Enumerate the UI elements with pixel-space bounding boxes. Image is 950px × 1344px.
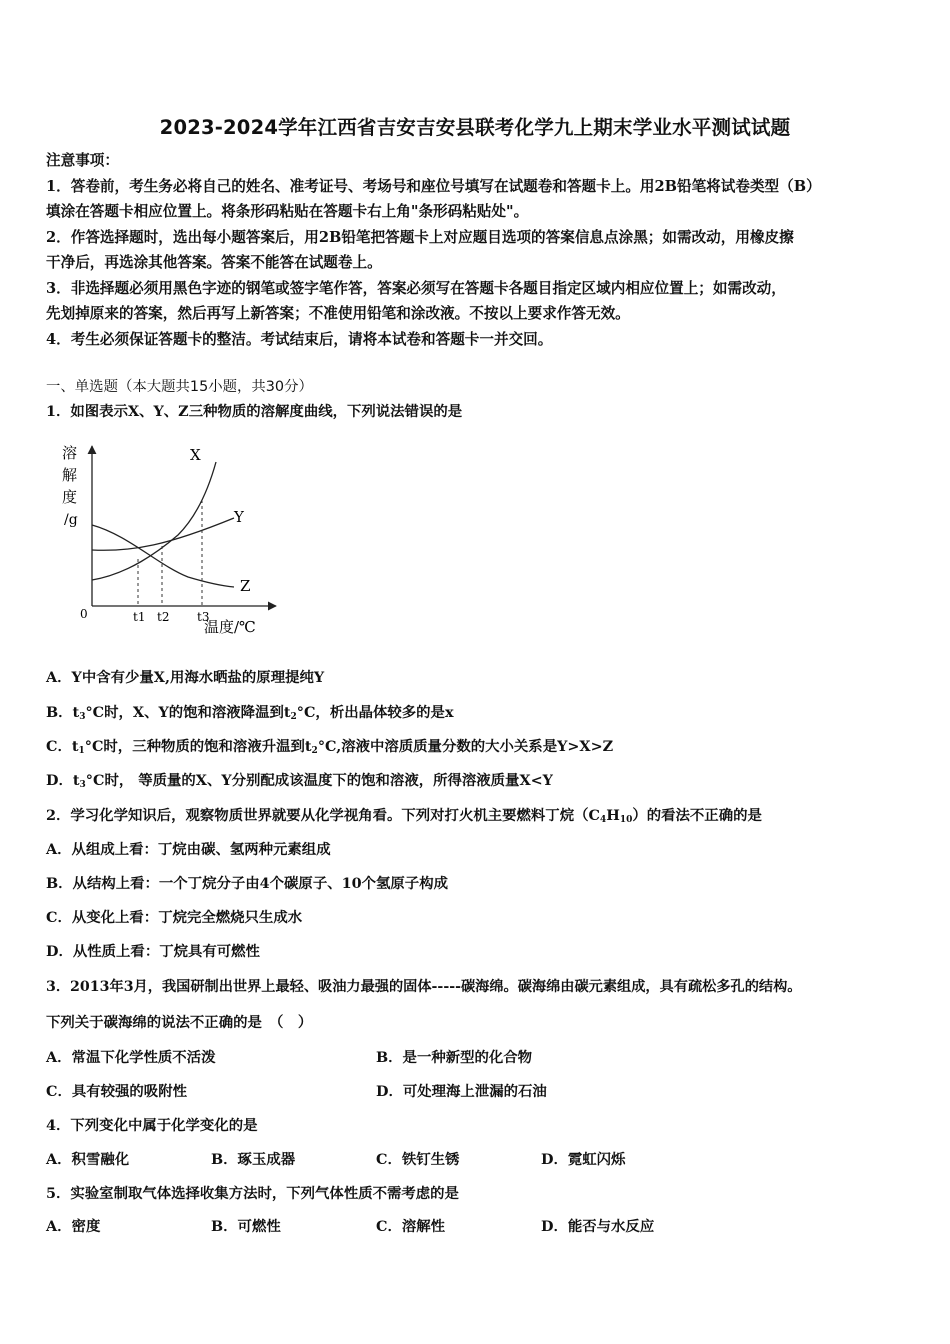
q5-option-d: D．能否与水反应 bbox=[541, 1218, 655, 1235]
q4-option-b: B．琢玉成器 bbox=[211, 1151, 296, 1168]
page-title: 2023-2024学年江西省吉安吉安县联考化学九上期末学业水平测试试题 bbox=[159, 116, 791, 139]
q4-option-a: A．积雪融化 bbox=[46, 1151, 130, 1168]
y-label-4: /g bbox=[64, 512, 78, 528]
q1-option-a: A．Y中含有少量X,用海水晒盐的原理提纯Y bbox=[46, 669, 325, 686]
y-label-3: 度 bbox=[62, 488, 78, 506]
q3-option-a: A．常温下化学性质不活泼 bbox=[46, 1049, 216, 1066]
origin-label: 0 bbox=[80, 607, 88, 621]
q5-option-b: B．可燃性 bbox=[211, 1218, 281, 1235]
q2-option-a: A．从组成上看：丁烷由碳、氢两种元素组成 bbox=[46, 841, 331, 858]
q1-option-c: C．$t_1^\circ C$时，三种物质的饱和溶液升温到$t_2^\circ C$,溶液中溶质质量分数的大小关系是Y>X>Z bbox=[46, 738, 614, 756]
q4-option-d: D．霓虹闪烁 bbox=[541, 1151, 626, 1168]
solubility-chart bbox=[58, 440, 288, 640]
q1-option-d: D．$t_3^\circ C$时， 等质量的X、Y分别配成该温度下的饱和溶液，所得溶液质量X<Y bbox=[46, 772, 553, 790]
q2-stem: 2．学习化学知识后，观察物质世界就要从化学视角看。下列对打火机主要燃料丁烷$(C_4H_{10})$的看法不正确的是 bbox=[46, 807, 762, 825]
y-label-1: 溶 bbox=[62, 444, 78, 462]
q3-option-c: C．具有较强的吸附性 bbox=[46, 1083, 187, 1100]
notice-line-3: 2．作答选择题时，选出每小题答案后，用2B铅笔把答题卡上对应题目选项的答案信息点涂黑；如需改动，用橡皮擦 bbox=[46, 229, 794, 246]
curve-z bbox=[92, 525, 234, 587]
curve-label-x: X bbox=[190, 446, 201, 464]
curve-y bbox=[92, 518, 234, 550]
notice-line-7: 4．考生必须保证答题卡的整洁。考试结束后，请将本试卷和答题卡一并交回。 bbox=[46, 331, 553, 348]
q5-stem: 5．实验室制取气体选择收集方法时，下列气体性质不需考虑的是 bbox=[46, 1185, 459, 1202]
tick-t3: t3 bbox=[197, 610, 210, 624]
curve-x bbox=[92, 462, 216, 580]
q3-option-d: D．可处理海上泄漏的石油 bbox=[376, 1083, 547, 1100]
y-label-2: 解 bbox=[62, 466, 78, 484]
q1-stem: 1．如图表示X、Y、Z三种物质的溶解度曲线，下列说法错误的是 bbox=[46, 403, 463, 420]
q1-option-b: B．$t_3^\circ C$时，X、Y的饱和溶液降温到$t_2^\circ C$，析出晶体较多的是x bbox=[46, 704, 454, 722]
q5-option-c: C．溶解性 bbox=[376, 1218, 446, 1235]
notice-line-4: 干净后，再选涂其他答案。答案不能答在试题卷上。 bbox=[46, 254, 382, 271]
section-heading: 一、单选题（本大题共15小题，共30分） bbox=[46, 379, 313, 395]
tick-t2: t2 bbox=[157, 610, 170, 624]
x-axis-label: 温度/℃ bbox=[204, 618, 256, 636]
q2-option-b: B．从结构上看：一个丁烷分子由4个碳原子、10个氢原子构成 bbox=[46, 875, 448, 892]
q4-stem: 4．下列变化中属于化学变化的是 bbox=[46, 1117, 258, 1134]
q3-option-b: B．是一种新型的化合物 bbox=[376, 1049, 533, 1066]
q2-option-c: C．从变化上看：丁烷完全燃烧只生成水 bbox=[46, 909, 303, 926]
notice-heading: 注意事项： bbox=[46, 152, 119, 169]
q2-option-d: D．从性质上看：丁烷具有可燃性 bbox=[46, 943, 260, 960]
q3-stem-line-2: 下列关于碳海绵的说法不正确的是 （ ） bbox=[46, 1014, 313, 1031]
tick-t1: t1 bbox=[133, 610, 146, 624]
notice-line-5: 3．非选择题必须用黑色字迹的钢笔或签字笔作答，答案必须写在答题卡各题目指定区域内相应位置上；如需改动， bbox=[46, 280, 786, 297]
q3-stem-line-1: 3．2013年3月，我国研制出世界上最轻、吸油力最强的固体-----碳海绵。碳海绵由碳元素组成，具有疏松多孔的结构。 bbox=[46, 979, 802, 995]
curve-label-z: Z bbox=[240, 577, 251, 595]
notice-line-2: 填涂在答题卡相应位置上。将条形码粘贴在答题卡右上角"条形码粘贴处"。 bbox=[46, 203, 529, 220]
curve-label-y: Y bbox=[234, 508, 244, 526]
notice-line-6: 先划掉原来的答案，然后再写上新答案；不准使用铅笔和涂改液。不按以上要求作答无效。 bbox=[46, 305, 630, 322]
notice-line-1: 1．答卷前，考生务必将自己的姓名、准考证号、考场号和座位号填写在试题卷和答题卡上。用2B铅笔将试卷类型（B） bbox=[46, 178, 821, 195]
q5-option-a: A．密度 bbox=[46, 1218, 101, 1235]
q4-option-c: C．铁钉生锈 bbox=[376, 1151, 460, 1168]
